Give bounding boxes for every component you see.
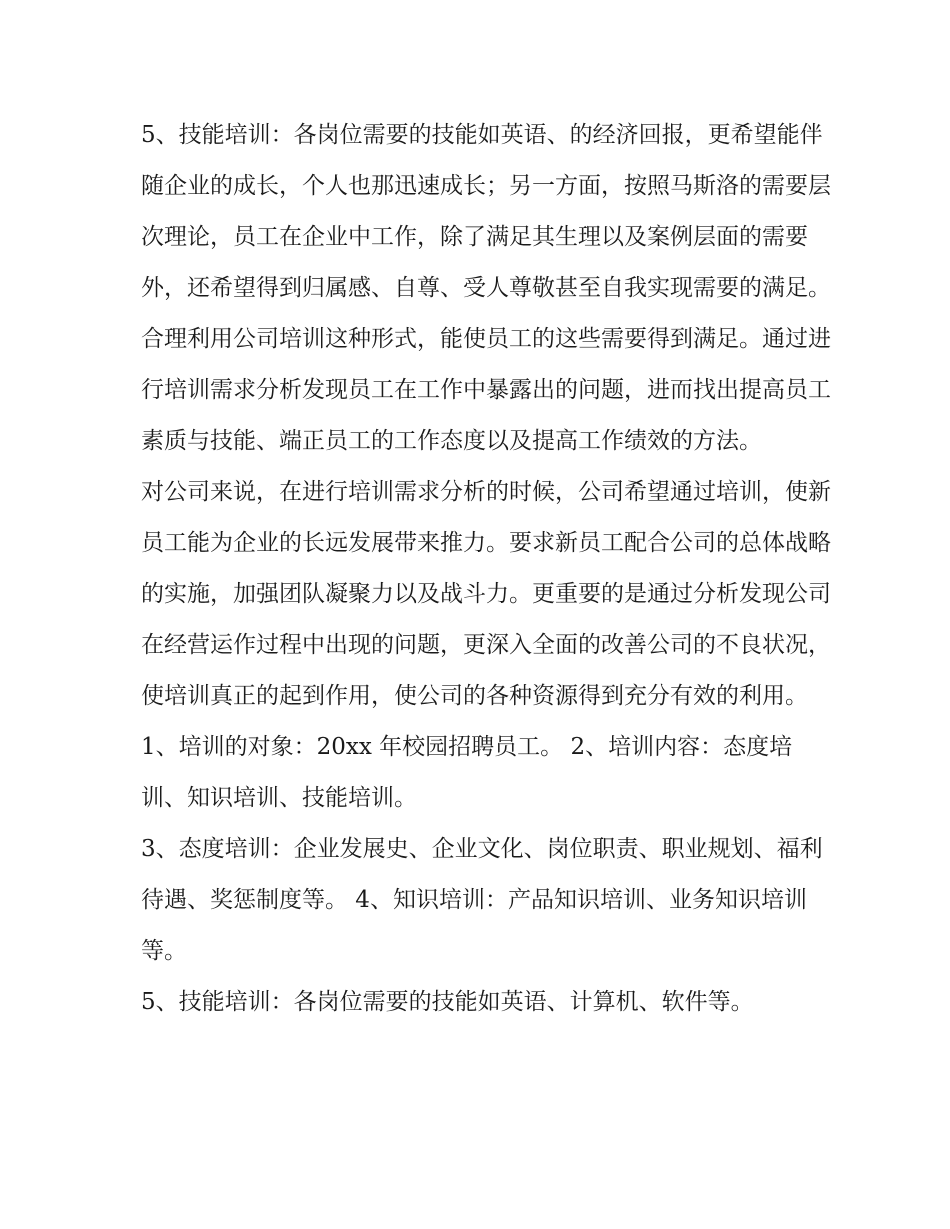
document-body [141, 110, 831, 1028]
paragraph-training-target-content: 1、培训的对象：20xx 年校园招聘员工。 2、培训内容：态度培训、知识培训、技能培训。 [141, 734, 793, 811]
paragraph-attitude-knowledge-training: 3、态度培训：企业发展史、企业文化、岗位职责、职业规划、福利待遇、奖惩制度等。 4、知识培训：产品知识培训、业务知识培训等。 [141, 836, 823, 964]
paragraph-company-perspective: 对公司来说，在进行培训需求分析的时候，公司希望通过培训，使新员工能为企业的长远发展带来推力。要求新员工配合公司的总体战略的实施，加强团队凝聚力以及战斗力。更重要的是通过分析发现公司在经营运作过程中出现的问题，更深入全面的改善公司的不良状况，使培训真正的起到作用，使公司的各种资源得到充分有效的利用。 [141, 479, 831, 709]
paragraph-skills-training: 5、技能培训：各岗位需要的技能如英语、计算机、软件等。 [141, 989, 754, 1015]
paragraph-skills-training-benefits: 5、技能培训：各岗位需要的技能如英语、的经济回报，更希望能伴随企业的成长，个人也那迅速成长；另一方面，按照马斯洛的需要层次理论，员工在企业中工作，除了满足其生理以及案例层面的需要外，还希望得到归属感、自尊、受人尊敬甚至自我实现需要的满足。合理利用公司培训这种形式，能使员工的这些需要得到满足。通过进行培训需求分析发现员工在工作中暴露出的问题，进而找出提高员工素质与技能、端正员工的工作态度以及提高工作绩效的方法。 [141, 122, 831, 454]
